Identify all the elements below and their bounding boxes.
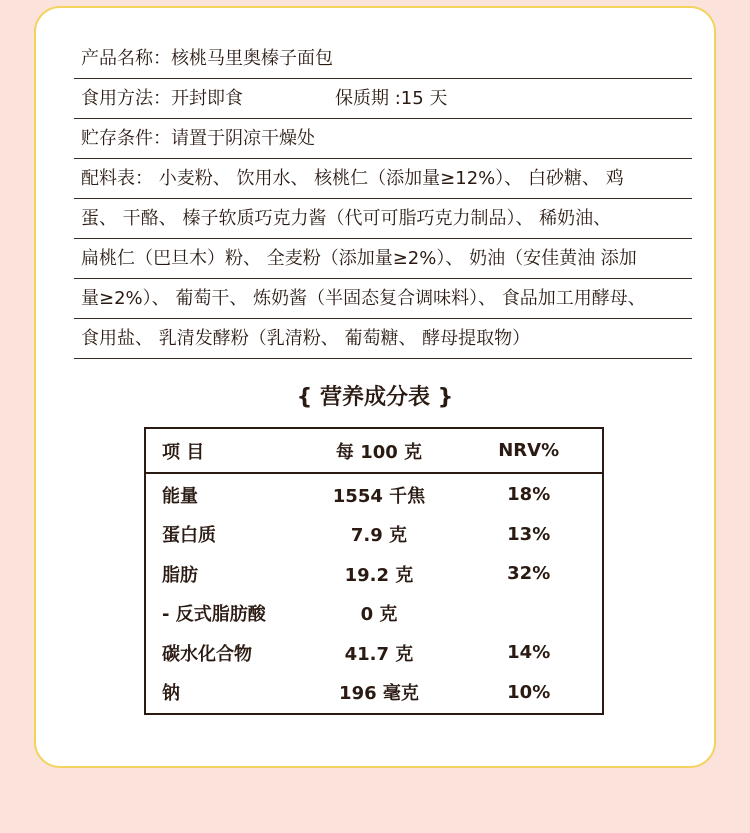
product-info (74, 39, 692, 359)
nutrient-name: 蛋白质 (162, 525, 216, 547)
ingredients-line: 扁桃仁（巴旦木）粉、 全麦粉（添加量≥2%）、 奶油（安佳黄油 添加 (74, 239, 692, 279)
nutrient-amount: 196 毫克 (339, 683, 419, 705)
info-line-name: 产品名称：核桃马里奥榛子面包 (74, 39, 692, 79)
table-row (146, 594, 602, 634)
ingredients-line: 量≥2%）、 葡萄干、 炼奶酱（半固态复合调味料）、 食品加工用酵母、 (74, 279, 692, 319)
ingredients-line: 食用盐、 乳清发酵粉（乳清粉、 葡萄糖、 酵母提取物） (74, 319, 692, 359)
nutrient-amount: 19.2 克 (344, 564, 414, 586)
ingredients-line: 蛋、 干酪、 榛子软质巧克力酱（代可可脂巧克力制品）、 稀奶油、 (74, 199, 692, 239)
shelf-life: 保质期 :15 天 (335, 88, 448, 109)
nutrient-amount: 7.9 克 (350, 525, 408, 547)
nutrient-name: 脂肪 (162, 564, 198, 586)
nutrient-name: 碳水化合物 (162, 643, 252, 665)
table-row (146, 515, 602, 555)
nutrition-table (144, 427, 604, 715)
header-per100g: 每 100 克 (335, 441, 423, 463)
nutrient-nrv: 13% (507, 523, 551, 545)
nutrient-amount: 1554 千焦 (332, 485, 426, 507)
nutrient-nrv: 14% (507, 642, 551, 664)
table-body (146, 474, 602, 712)
header-item: 项 目 (162, 441, 205, 463)
nutrient-name: 能量 (162, 485, 198, 507)
nutrient-name: - 反式脂肪酸 (162, 604, 266, 626)
info-line-usage (74, 79, 692, 119)
info-line-storage: 贮存条件：请置于阴凉干燥处 (74, 119, 692, 159)
nutrient-name: 钠 (162, 683, 180, 705)
nutrient-nrv: 18% (507, 484, 551, 506)
nutrient-nrv: 10% (507, 681, 551, 703)
table-row (146, 475, 602, 515)
nutrient-nrv: 32% (507, 563, 551, 585)
header-nrv: NRV% (498, 440, 560, 461)
label-card (34, 6, 716, 768)
table-row (146, 633, 602, 673)
nutrition-title: { 营养成分表 } (296, 385, 454, 410)
table-row (146, 673, 602, 713)
table-header (146, 429, 602, 474)
nutrient-amount: 0 克 (360, 604, 398, 626)
table-row (146, 554, 602, 594)
nutrient-amount: 41.7 克 (344, 643, 414, 665)
ingredients-line: 配料表： 小麦粉、 饮用水、 核桃仁（添加量≥12%）、 白砂糖、 鸡 (74, 159, 692, 199)
usage-method: 食用方法：开封即食 (81, 88, 243, 109)
